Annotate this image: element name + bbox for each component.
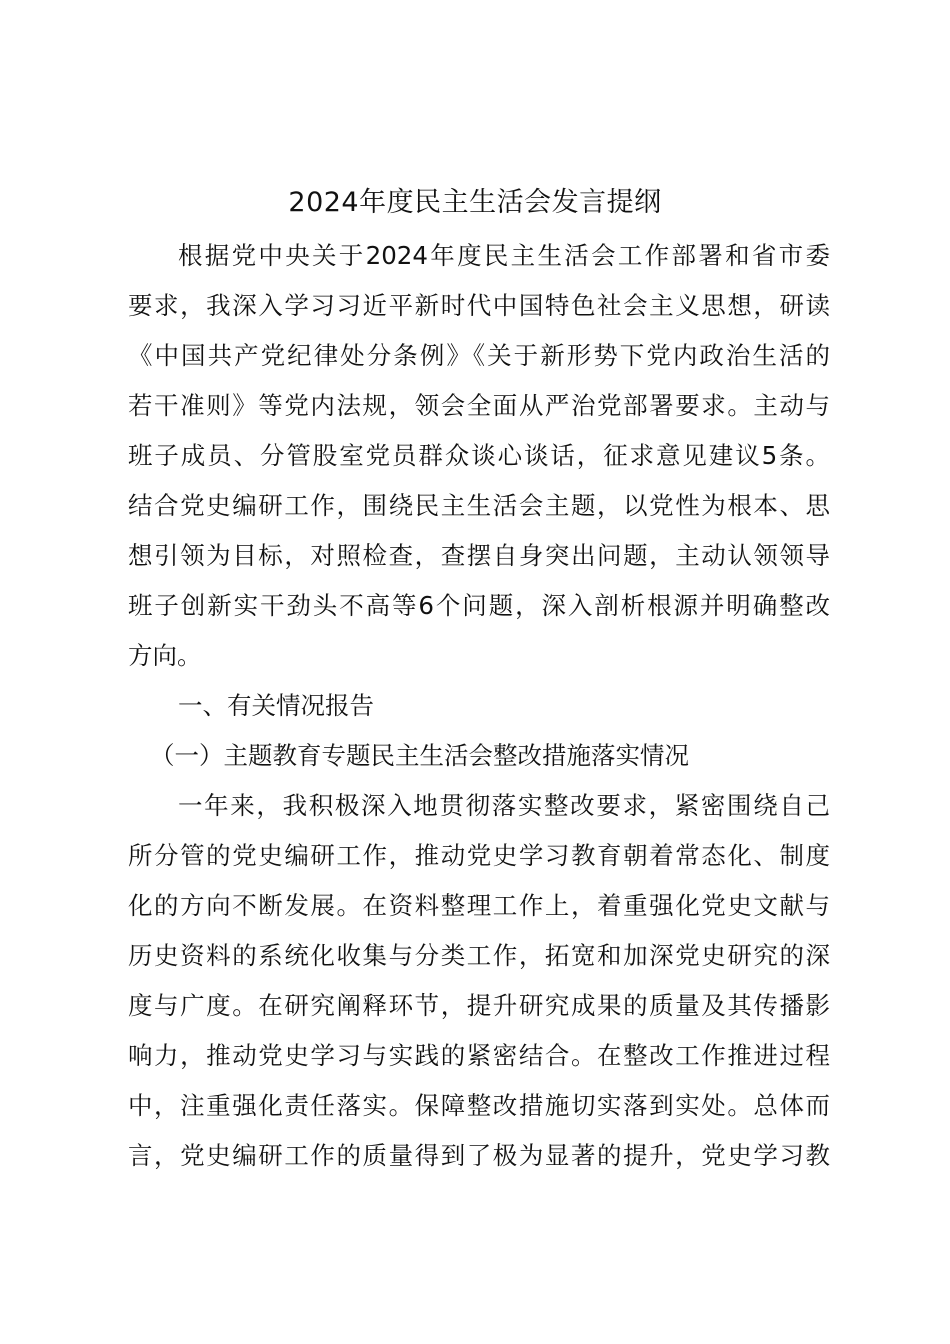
paragraph-line: 度与广度。在研究阐释环节，提升研究成果的质量及其传播影 (128, 991, 830, 1020)
paragraph-line: 方向。 (128, 641, 202, 670)
paragraph-line: 一年来，我积极深入地贯彻落实整改要求，紧密围绕自己 (178, 791, 830, 820)
paragraph-line: 要求，我深入学习习近平新时代中国特色社会主义思想，研读 (128, 291, 830, 320)
section-heading: 一、有关情况报告 (178, 691, 374, 720)
paragraph-line: 响力，推动党史学习与实践的紧密结合。在整改工作推进过程 (128, 1041, 830, 1070)
paragraph-line: 结合党史编研工作，围绕民主生活会主题，以党性为根本、思 (128, 491, 830, 520)
paragraph-line: 班子创新实干劲头不高等6个问题，深入剖析根源并明确整改 (128, 591, 830, 620)
paragraph-line: 历史资料的系统化收集与分类工作，拓宽和加深党史研究的深 (128, 941, 830, 970)
paragraph-line: 中，注重强化责任落实。保障整改措施切实落到实处。总体而 (128, 1091, 830, 1120)
paragraph-line: 化的方向不断发展。在资料整理工作上，着重强化党史文献与 (128, 891, 830, 920)
paragraph-line: 班子成员、分管股室党员群众谈心谈话，征求意见建议5条。 (128, 441, 830, 470)
paragraph-line: 若干准则》等党内法规，领会全面从严治党部署要求。主动与 (128, 391, 830, 420)
paragraph-line: 《中国共产党纪律处分条例》《关于新形势下党内政治生活的 (128, 341, 830, 370)
paragraph-line: 想引领为目标，对照检查，查摆自身突出问题，主动认领领导 (128, 541, 830, 570)
paragraph-line: 根据党中央关于2024年度民主生活会工作部署和省市委 (178, 241, 830, 270)
subsection-heading: （一）主题教育专题民主生活会整改措施落实情况 (150, 741, 689, 770)
document-title: 2024年度民主生活会发言提纲 (288, 187, 662, 218)
paragraph-line: 言，党史编研工作的质量得到了极为显著的提升，党史学习教 (128, 1141, 830, 1170)
paragraph-line: 所分管的党史编研工作，推动党史学习教育朝着常态化、制度 (128, 841, 830, 870)
